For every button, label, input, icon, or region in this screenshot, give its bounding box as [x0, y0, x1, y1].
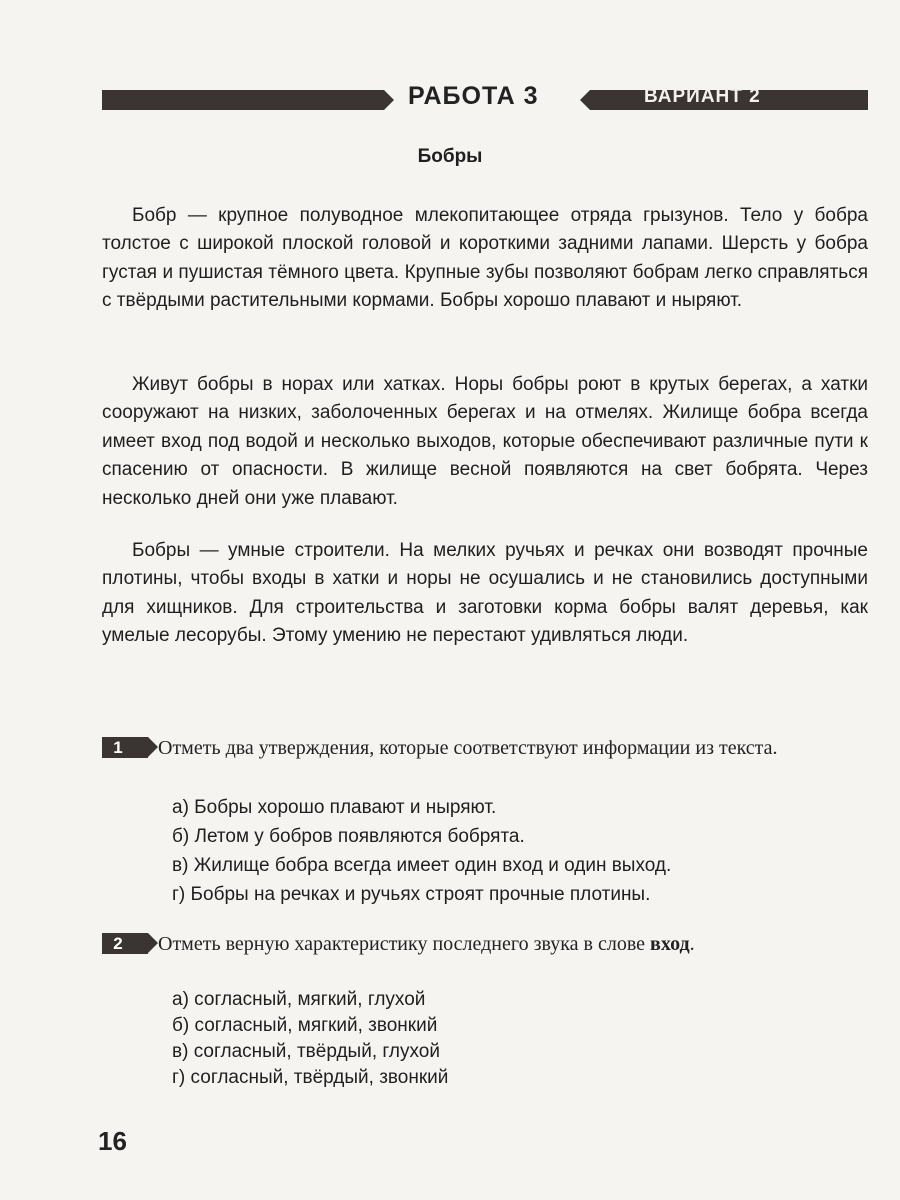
header-bar-left	[102, 90, 384, 110]
answer-option[interactable]: г) согласный, твёрдый, звонкий	[172, 1067, 449, 1088]
work-header	[102, 82, 868, 112]
task-number-badge: 1	[102, 737, 148, 758]
answer-option[interactable]: а) Бобры хорошо плавают и ныряют.	[172, 797, 497, 818]
page-number: 16	[98, 1126, 127, 1156]
text-paragraph: Бобры — умные строители. На мелких ручьях и речках они возводят прочные плотины, чтобы входы в хатки и норы не осушались и не становились доступными для хищников. Для строительства и заготовки корма бобры валят деревья, как умелые лесорубы. Этому умению не перестают удивляться люди.	[102, 540, 868, 647]
answer-option[interactable]: г) Бобры на речках и ручьях строят прочные плотины.	[172, 884, 651, 905]
answer-option[interactable]: б) согласный, мягкий, звонкий	[172, 1015, 438, 1036]
task-question: Отметь два утверждения, которые соответствуют информации из текста.	[158, 737, 778, 759]
answer-option[interactable]: в) согласный, твёрдый, глухой	[172, 1041, 440, 1062]
answer-option[interactable]: а) согласный, мягкий, глухой	[172, 989, 426, 1010]
task-number-badge: 2	[102, 933, 148, 954]
question-key-word: вход	[650, 933, 690, 955]
task-question: Отметь верную характеристику последнего звука в слове вход.	[158, 933, 695, 955]
work-title: РАБОТА 3	[408, 82, 539, 110]
task-1-options	[172, 793, 671, 909]
text-paragraph: Живут бобры в норах или хатках. Норы бобры роют в крутых берегах, а хатки сооружают на низких, заболоченных берегах и на отмелях. Жилище бобра всегда имеет вход под водой и несколько выходов, которые обеспечивают различные пути к спасению от опасности. В жилище весной появляются на свет бобрята. Через несколько дней они уже плавают.	[102, 374, 868, 509]
text-title: Бобры	[417, 146, 483, 167]
answer-option[interactable]: в) Жилище бобра всегда имеет один вход и один выход.	[172, 855, 672, 876]
text-paragraph: Бобр — крупное полуводное млекопитающее отряда грызунов. Тело у бобра толстое с широкой плоской головой и короткими задними лапами. Шерсть у бобра густая и пушистая тёмного цвета. Крупные зубы позволяют бобрам легко справляться с твёрдыми растительными кормами. Бобры хорошо плавают и ныряют.	[102, 205, 868, 312]
answer-option[interactable]: б) Летом у бобров появляются бобрята.	[172, 826, 525, 847]
task-2-options	[172, 987, 448, 1091]
variant-label: ВАРИАНТ 2	[644, 86, 761, 107]
